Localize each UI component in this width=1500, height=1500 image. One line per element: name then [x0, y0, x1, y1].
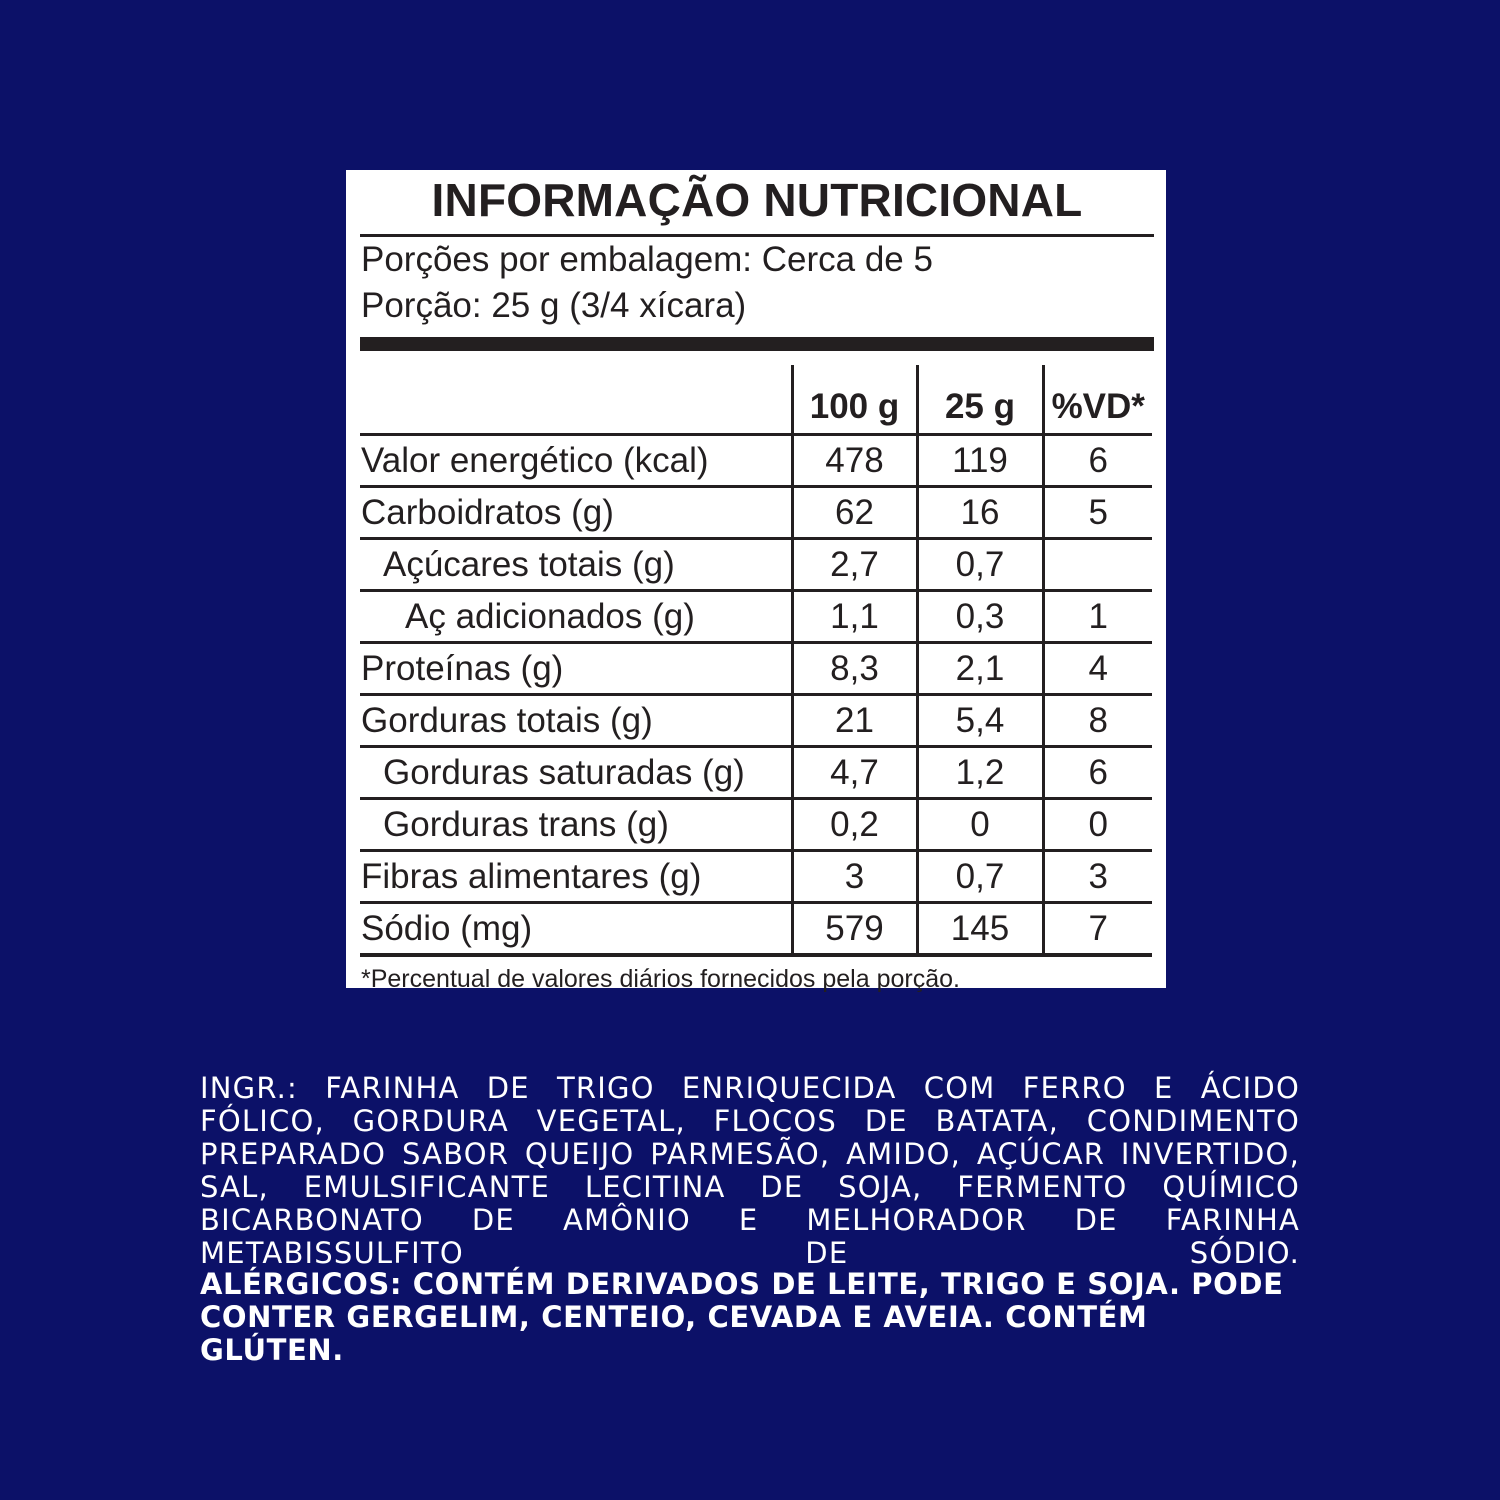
- value-vd: 1: [1043, 591, 1152, 643]
- value-per-25g: 0,3: [917, 591, 1043, 643]
- table-row: [360, 799, 1152, 851]
- nutrient-name: Valor energético (kcal): [361, 440, 709, 480]
- value-per-25g: 119: [917, 435, 1043, 487]
- value-per-100g: 4,7: [792, 747, 917, 799]
- header-per-25g: 25 g: [917, 365, 1043, 435]
- value-vd: 3: [1043, 851, 1152, 903]
- value-per-25g: 16: [917, 487, 1043, 539]
- value-vd: 8: [1043, 695, 1152, 747]
- vd-footnote: *Percentual de valores diários fornecidos pela porção.: [361, 965, 960, 993]
- ingredients-text: INGR.: FARINHA DE TRIGO ENRIQUECIDA COM FERRO E ÁCIDO FÓLICO, GORDURA VEGETAL, FLOCOS DE BATATA, CONDIMENTO PREPARADO SABOR QUEIJO PARMESÃO, AMIDO, AÇÚCAR INVERTIDO, SAL, EMULSIFICANTE LECITINA DE SOJA, FERMENTO QUÍMICO BICARBONATO DE AMÔNIO E MELHORADOR DE FARINHA METABISSULFITO DE SÓDIO.: [200, 1071, 1300, 1270]
- header-per-100g: 100 g: [792, 365, 917, 435]
- servings-per-package: Porções por embalagem: Cerca de 5: [361, 240, 933, 279]
- nutrient-name: Gorduras saturadas (g): [360, 747, 792, 799]
- nutrient-name: Açúcares totais (g): [360, 539, 792, 591]
- value-per-25g: 5,4: [917, 695, 1043, 747]
- nutrient-name: Fibras alimentares (g): [360, 851, 792, 903]
- value-per-100g: 2,7: [792, 539, 917, 591]
- value-per-100g: 21: [792, 695, 917, 747]
- value-vd: 6: [1043, 747, 1152, 799]
- value-vd: 6: [1043, 435, 1152, 487]
- value-vd: 0: [1043, 799, 1152, 851]
- value-vd: 7: [1043, 903, 1152, 956]
- nutrition-table: [360, 365, 1152, 957]
- value-per-25g: 2,1: [917, 643, 1043, 695]
- value-per-100g: 3: [792, 851, 917, 903]
- nutrient-name: Sódio (mg): [360, 903, 792, 956]
- value-per-100g: 8,3: [792, 643, 917, 695]
- value-per-25g: 1,2: [917, 747, 1043, 799]
- table-row: [360, 591, 1152, 643]
- nutrient-name: Gorduras totais (g): [360, 695, 792, 747]
- serving-size: Porção: 25 g (3/4 xícara): [361, 286, 747, 325]
- nutrient-name: Aç adicionados (g): [360, 591, 792, 643]
- value-vd: 5: [1043, 487, 1152, 539]
- nutrient-name: Proteínas (g): [360, 643, 792, 695]
- nutrition-title: INFORMAÇÃO NUTRICIONAL: [360, 170, 1154, 237]
- table-header-row: [360, 365, 1152, 435]
- nutrient-name: Carboidratos (g): [360, 487, 792, 539]
- nutrition-facts-panel: [346, 170, 1166, 993]
- table-row: [360, 851, 1152, 903]
- header-vd: %VD*: [1043, 365, 1152, 435]
- thick-divider: [360, 337, 1154, 351]
- table-row: [360, 903, 1152, 956]
- header-nutrient: [360, 365, 792, 435]
- value-per-25g: 0,7: [917, 851, 1043, 903]
- table-row: [360, 747, 1152, 799]
- value-vd: [1043, 539, 1152, 591]
- table-row: [360, 695, 1152, 747]
- table-row: [360, 487, 1152, 539]
- serving-info: [360, 237, 1154, 329]
- value-per-100g: 1,1: [792, 591, 917, 643]
- value-per-25g: 0,7: [917, 539, 1043, 591]
- table-row: [360, 643, 1152, 695]
- value-per-25g: 0: [917, 799, 1043, 851]
- nutrient-name: Gorduras trans (g): [360, 799, 792, 851]
- value-per-100g: 0,2: [792, 799, 917, 851]
- table-row: [360, 435, 1152, 487]
- value-per-25g: 145: [917, 903, 1043, 956]
- table-row: [360, 539, 1152, 591]
- value-per-100g: 62: [792, 487, 917, 539]
- value-per-100g: 579: [792, 903, 917, 956]
- value-vd: 4: [1043, 643, 1152, 695]
- allergens-text: ALÉRGICOS: CONTÉM DERIVADOS DE LEITE, TRIGO E SOJA. PODE CONTER GERGELIM, CENTEIO, CEVADA E AVEIA. CONTÉM GLÚTEN.: [200, 1267, 1284, 1367]
- value-per-100g: 478: [792, 435, 917, 487]
